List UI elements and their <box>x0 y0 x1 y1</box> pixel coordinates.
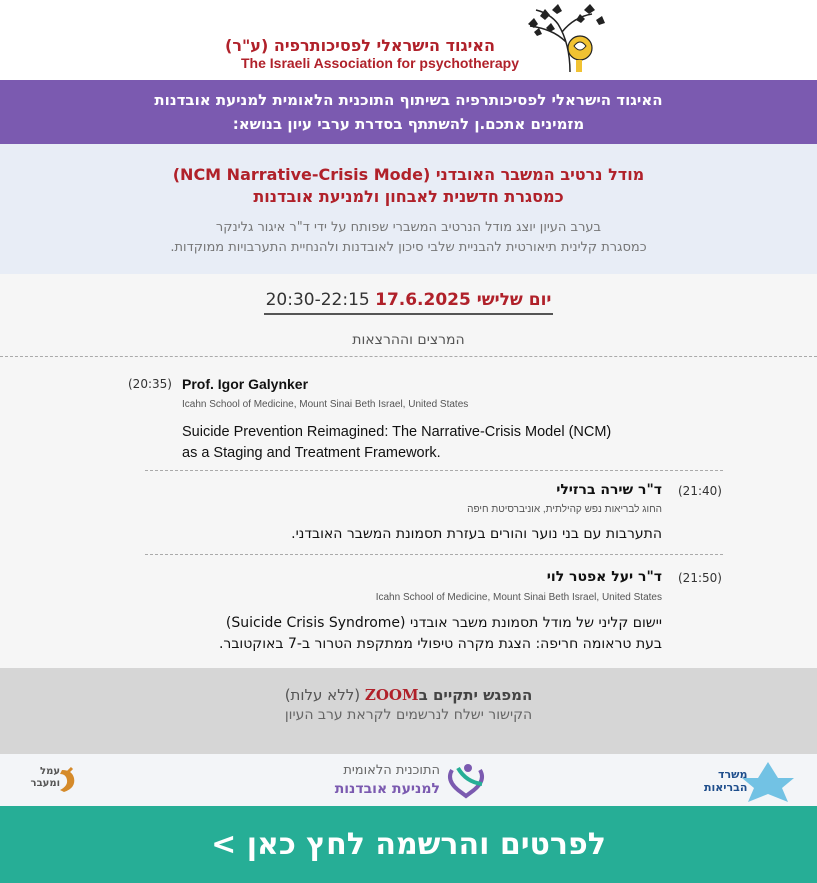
ministry-line-1: משרד <box>718 768 748 781</box>
event-day: יום שלישי 17.6.2025 <box>375 290 552 310</box>
invitation-line-2: מזמינים אתכם.ן להשתתף בסדרת ערבי עיון בנושא: <box>232 115 585 133</box>
amal-logo-line-1: עמל <box>40 766 60 777</box>
meeting-platform-line <box>0 686 817 704</box>
national-program-logo <box>318 760 488 802</box>
speaker-1-talk <box>182 422 702 464</box>
speaker-3-time: (21:50) <box>678 571 722 585</box>
event-subtitle: כמסגרת חדשנית לאבחון ולמניעת אובדנות <box>253 187 564 206</box>
event-description-line-2: כמסגרת קלינית תיאורטית להבניית שלבי סיכון לאובדנות ולהנחיית התערבויות ממוקדות. <box>170 240 647 255</box>
partner-logos <box>0 754 817 806</box>
speaker-3-name: ד"ר יעל אפטר לוי <box>546 569 662 585</box>
speaker-1-name: Prof. Igor Galynker <box>182 376 309 392</box>
speaker-2-time: (21:40) <box>678 484 722 498</box>
program-section <box>0 274 817 668</box>
event-intro <box>0 144 817 274</box>
divider <box>145 470 723 471</box>
organization-name-hebrew: האיגוד הישראלי לפסיכותרפיה (ע"ר) <box>225 36 495 55</box>
register-button[interactable]: לפרטים והרשמה לחץ כאן > <box>0 806 817 883</box>
event-date <box>0 290 817 315</box>
national-program-line-1: התוכנית הלאומית <box>343 763 440 778</box>
speaker-1-affiliation: Icahn School of Medicine, Mount Sinai Beth Israel, United States <box>182 399 469 410</box>
divider <box>145 554 723 555</box>
speaker-3-talk-line-1: יישום קליני של מודל תסמונת משבר אובדני (Suicide Crisis Syndrome) <box>225 615 662 631</box>
meeting-info <box>0 668 817 754</box>
ministry-star-icon <box>740 760 796 802</box>
speaker-3-talk-line-2: בעת טראומה חריפה: הצגת מקרה טיפולי ממתקפת הטרור ב-7 באוקטובר. <box>218 636 662 652</box>
speaker-2-talk: התערבות עם בני נוער והורים בעזרת תסמונת המשבר האובדני. <box>291 526 662 542</box>
amal-logo <box>22 764 92 796</box>
speaker-1-talk-line-1: Suicide Prevention Reimagined: The Narrative-Crisis Model (NCM) <box>182 424 612 440</box>
invitation-banner <box>0 80 817 144</box>
national-program-line-2: למניעת אובדנות <box>334 781 440 797</box>
event-title: מודל נרטיב המשבר האובדני (NCM Narrative-Crisis Mode) <box>172 165 645 184</box>
speaker-2-affiliation: החוג לבריאות נפש קהילתית, אוניברסיטת חיפה <box>467 504 662 515</box>
header <box>0 0 817 80</box>
event-time: 20:30-22:15 <box>265 290 370 310</box>
speaker-3-talk <box>162 613 662 655</box>
speaker-1-talk-line-2: as a Staging and Treatment Framework. <box>182 445 441 461</box>
ministry-line-2: הבריאות <box>704 781 748 794</box>
national-program-heart-icon <box>444 762 488 800</box>
invitation-line-1: האיגוד הישראלי לפסיכותרפיה בשיתוף התוכנית הלאומית למניעת אובדנות <box>154 91 663 109</box>
meeting-prefix: המפגש יתקיים ב <box>418 686 533 704</box>
zoom-word: ZOOM <box>364 686 419 704</box>
meeting-cost: (ללא עלות) <box>284 686 361 704</box>
organization-name-english: The Israeli Association for psychotherapy <box>240 55 519 71</box>
speaker-3-affiliation: Icahn School of Medicine, Mount Sinai Beth Israel, United States <box>375 592 662 603</box>
meeting-link-note: הקישור ישלח לנרשמים לקראת ערב העיון <box>284 707 533 723</box>
ministry-of-health-logo <box>700 760 800 802</box>
speaker-2-name: ד"ר שירה ברזילי <box>556 482 662 498</box>
event-description-line-1: בערב העיון יוצג מודל הנרטיב המשברי שפותח על ידי ד"ר איגור גלינקר <box>215 220 602 235</box>
speakers-heading: המרצים וההרצאות <box>352 332 465 348</box>
speaker-1-time: (20:35) <box>128 377 172 391</box>
amal-logo-line-2: ומעבר <box>30 778 60 789</box>
divider <box>0 356 817 357</box>
